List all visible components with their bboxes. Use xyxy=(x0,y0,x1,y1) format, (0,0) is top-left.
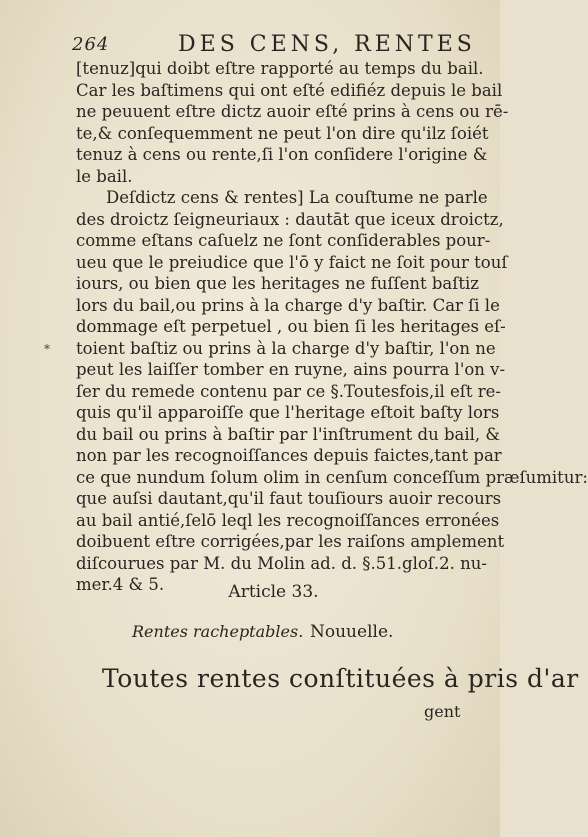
article-heading: Article 33. xyxy=(228,582,319,602)
text-line: au bail antié,ſelō leql les recognoiſſances erronées xyxy=(76,510,500,530)
text-line: Car les baſtimens qui ont eſté edifiéz depuis le bail xyxy=(76,80,503,100)
article-opening-line: Toutes rentes conſtituées à pris d'ar xyxy=(102,664,579,693)
text-line: comme eſtans caſuelz ne ſont conſiderables pour- xyxy=(76,231,491,250)
text-line: Deſdictz cens & rentes] La couſtume ne parle xyxy=(106,188,488,207)
text-line: tenuz à cens ou rente,ſi l'on conſidere l'origine & xyxy=(76,145,488,164)
page-number: 264 xyxy=(72,34,110,55)
text-line: que auſsi dautant,qu'il faut touſiours auoir recours xyxy=(76,489,502,508)
text-line: ne peuuent eſtre dictz auoir eſté prins à cens ou rē- xyxy=(76,102,509,121)
margin-mark: * xyxy=(44,342,50,356)
text-line: quis qu'il apparoiſſe que l'heritage eſtoit baſty lors xyxy=(76,403,500,422)
text-line: ſer du remede contenu par ce §.Toutesfois,il eſt re- xyxy=(76,381,501,401)
text-line: lors du bail,ou prins à la charge d'y baſtir. Car ſi le xyxy=(76,295,500,315)
text-line: [tenuz]qui doibt eſtre rapporté au temps du bail. xyxy=(76,59,484,78)
catchword: gent xyxy=(424,702,461,721)
text-line: du bail ou prins à baſtir par l'inſtrument du bail, & xyxy=(76,424,501,444)
text-line: ce que nundum ſolum olim in cenſum conceſſum præſumitur: xyxy=(76,467,588,487)
text-line: iours, ou bien que les heritages ne fuſſent baſtiz xyxy=(76,274,479,293)
text-line: des droictz ſeigneuriaux : dautāt que iceux droictz, xyxy=(76,209,504,229)
text-line: le bail. xyxy=(76,166,133,186)
text-line: ueu que le preiudice que l'ō y faict ne ſoit pour touſ xyxy=(76,252,508,272)
text-line: peut les laiſſer tomber en ruyne, ains pourra l'on v- xyxy=(76,360,506,379)
text-line: doibuent eſtre corrigées,par les raiſons amplement xyxy=(76,532,505,551)
text-line: dommage eſt perpetuel , ou bien ſi les heritages eſ- xyxy=(76,317,506,336)
page-header xyxy=(72,32,476,58)
text-line: te,& conſequemment ne peut l'on dire qu'ilz ſoiét xyxy=(76,123,489,143)
text-line: non par les recognoiſſances depuis faictes,tant par xyxy=(76,446,502,465)
article-status: Nouuelle. xyxy=(310,622,394,642)
text-line: diſcourues par M. du Molin ad. d. §.51.gloſ.2. nu- xyxy=(76,553,487,573)
commentary-text xyxy=(76,58,588,596)
article-rubric: Rentes racheptables. xyxy=(132,622,304,641)
text-line: toient baſtiz ou prins à la charge d'y baſtir, l'on ne xyxy=(76,338,496,358)
running-head: DES CENS, RENTES xyxy=(178,32,476,57)
text-line: mer.4 & 5. xyxy=(76,575,165,594)
